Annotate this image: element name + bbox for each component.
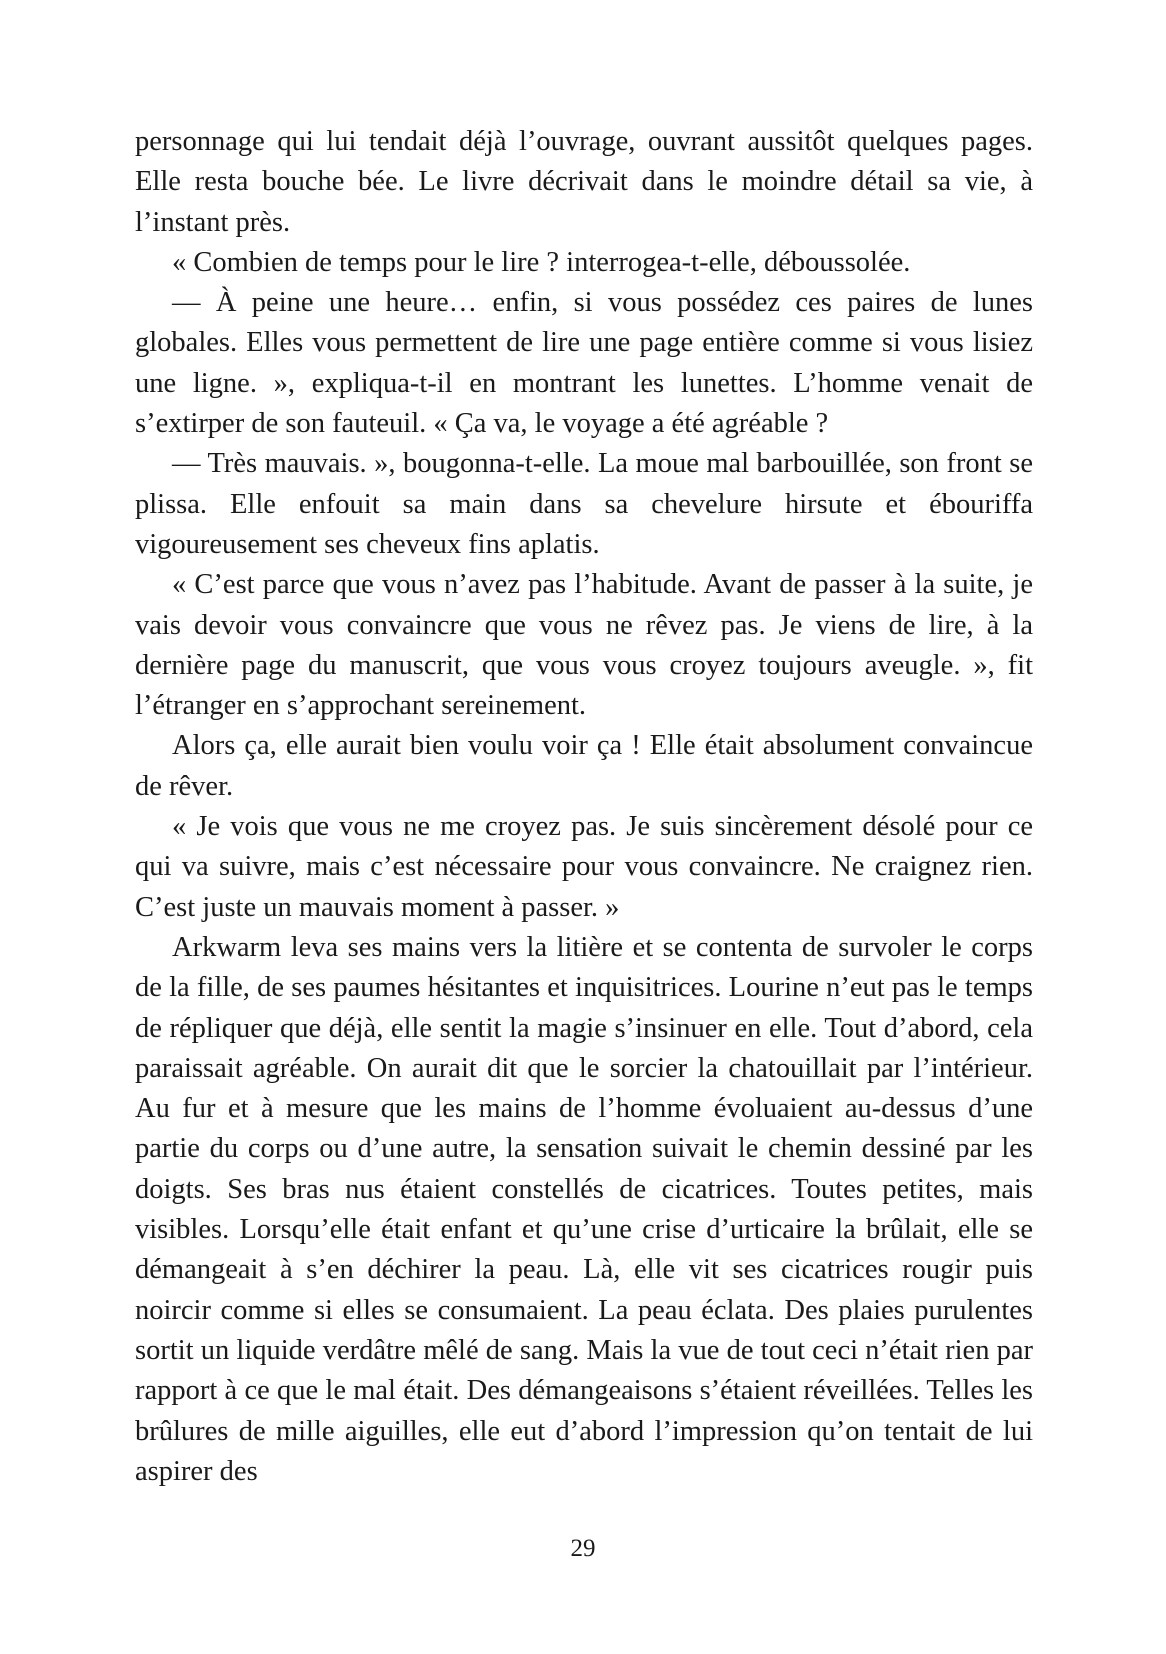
page-number: 29 — [570, 1535, 596, 1562]
paragraph-dialogue-question: « Combien de temps pour le lire ? interrogea-t-elle, déboussolée. — [172, 246, 911, 278]
paragraph-narration-long: Arkwarm leva ses mains vers la litière et se contenta de survoler le corps de la fille, de ses paumes hésitantes et inquisitrices. Lourine n’eut pas le temps de répliquer que déjà, elle sentit la magie s’insinuer en elle. Tout d’abord, cela paraissait agréable. On aurait dit que le sorcier la chatouillait par l’intérieur. Au fur et à mesure que les mains de l’homme évoluaient au-dessus d’une partie du corps ou d’une autre, la sensation suivait le chemin dessiné par les doigts. Ses bras nus étaient constellés de cicatrices. Toutes petites, mais visibles. Lorsqu’elle était enfant et qu’une crise d’urticaire la brûlait, elle se démangeait à s’en déchirer la peau. Là, elle vit ses cicatrices rougir puis noircir comme si elles se consumaient. La peau éclata. Des plaies purulentes sortit un liquide verdâtre mêlé de sang. Mais la vue de tout ceci n’était rien par rapport à ce que le mal était. Des démangeaisons s’étaient réveillées. Telles les brûlures de mille aiguilles, elle eut d’abord l’impression qu’on tentait de lui aspirer des — [135, 931, 1033, 1487]
paragraph-dialogue-warning: « Je vois que vous ne me croyez pas. Je suis sincèrement désolé pour ce qui va suivre, mais c’est nécessaire pour vous convaincre. Ne craignez rien. C’est juste un mauvais moment à passer. » — [135, 811, 1033, 923]
paragraph-continuation: personnage qui lui tendait déjà l’ouvrage, ouvrant aussitôt quelques pages. Elle resta bouche bée. Le livre décrivait dans le moindre détail sa vie, à l’instant près. — [135, 126, 1033, 238]
paragraph-dialogue-answer: — À peine une heure… enfin, si vous possédez ces paires de lunes globales. Elles vous permettent de lire une page entière comme si vous lisiez une ligne. », expliqua-t-il en montrant les lunettes. L’homme venait de s’extirper de son fauteuil. « Ça va, le voyage a été agréable ? — [135, 287, 1033, 440]
paragraph-dialogue-reply: — Très mauvais. », bougonna-t-elle. La moue mal barbouillée, son front se plissa. Elle enfouit sa main dans sa chevelure hirsute et ébouriffa vigoureusement ses cheveux fins aplatis. — [135, 448, 1033, 560]
paragraph-dialogue-explanation: « C’est parce que vous n’avez pas l’habitude. Avant de passer à la suite, je vais devoir vous convaincre que vous ne rêvez pas. Je viens de lire, à la dernière page du manuscrit, que vous vous croyez toujours aveugle. », fit l’étranger en s’approchant sereinement. — [135, 569, 1033, 722]
body-text — [135, 122, 1033, 1492]
paragraph-narration: Alors ça, elle aurait bien voulu voir ça ! Elle était absolument convaincue de rêver. — [135, 730, 1033, 802]
